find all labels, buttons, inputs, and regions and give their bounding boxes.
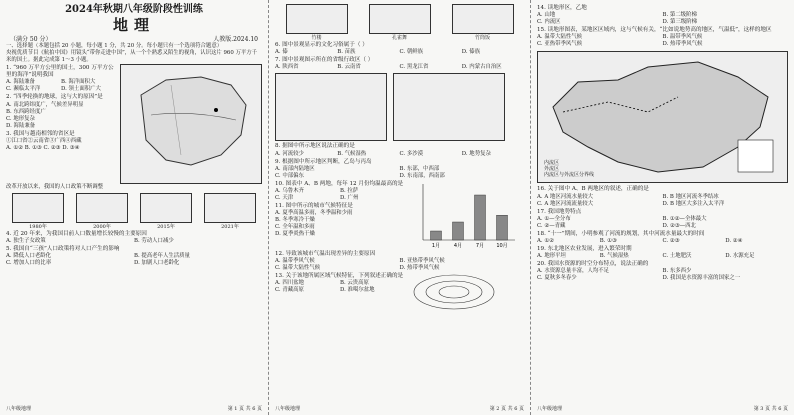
option: C. ②—青藏 [537,222,566,229]
option: A. 降低人口老龄化 [6,253,52,260]
option: B. ①③ [599,238,617,245]
option: A. 地形平坦 [537,253,566,260]
page-footer: 八年级地理 第 1 页 共 6 页 [6,406,262,412]
option: D. 领土面积广大 [61,86,101,93]
option: B. 提高老年人生活质量 [134,253,190,260]
page-1 [0,0,268,415]
question-1: 1. “960 万平方公里的国土，300 万平方公里的海洋”说明我国 [6,65,114,79]
option: D. 热带季风气候 [399,265,440,272]
option: B. 冬季寒冷干燥 [275,217,315,224]
x-tick-label: 4月 [453,242,463,249]
option: A. 独生子女政策 [6,238,46,245]
question-19: 19. 东北地区农业发展，进入繁荣时期 [537,246,632,253]
option: D. 水源充足 [725,253,755,260]
question-9: 9. 根据图中所示地区判断，乙岛与丙岛 [275,158,372,165]
option: D. ②③—西北 [662,222,696,229]
option: D. 海陆兼备 [6,122,36,129]
option: D. 我国是水资源丰富的国家之一 [662,275,741,282]
option: C. 内流区 [537,19,561,26]
photo-caption: 竹楼 [311,35,322,41]
question-14: 14. 读地形区，乙地 [537,5,587,11]
option: C. 多沙漠 [399,150,424,157]
option: C. 朝鲜族 [399,49,424,56]
option: C. 增加人口的比率 [6,260,52,267]
photo-figure [369,4,431,41]
option: B. 云南省 [337,64,361,71]
option: A. 南部内陆地区 [275,165,315,172]
option: C. 濒临太平洋 [6,86,41,93]
question-11: 11. 图中所示的城市气候特征是 [275,203,353,210]
option: A. 水资源总量丰富，人均不足 [537,268,610,275]
option: A. ①② [537,238,554,245]
option: B. B 地区河流冬季结冰 [662,193,719,200]
section-instructions: 一、选择题（本题包括 20 小题，每小题 1 分，共 20 分。每小题只有一个选项符合题意） [6,43,223,49]
contour-map [409,272,499,312]
china-drainage-map [537,51,788,183]
page-footer: 八年级地理 第 3 页 共 6 页 [537,406,788,412]
question-3: 3. 我国与越南相邻的省区是 [6,130,75,137]
precip-bar [497,215,508,240]
option: B. 劳动人口减少 [134,238,174,245]
option: A. ①—全分布 [537,215,571,222]
option: A. 海陆兼备 [6,79,35,86]
option: B. ①②—全体最大 [662,215,707,222]
option: B. 气候湿热 [599,253,629,260]
population-poster: 2021年 [204,193,256,230]
option: C. 地形复杂 [6,115,35,122]
page-footer: 八年级地理 第 2 页 共 6 页 [275,406,524,412]
question-15: 15. 读地形图表，某地区区域内，这与气候有关，“比如说地势高的地区，气温低”，这样的地区 [537,27,772,34]
x-tick-label: 10月 [496,242,508,249]
option: A. 陕西省 [275,64,299,71]
option: B. 海洋面积大 [61,79,96,86]
option: C. 夏秋多冬春少 [537,275,577,282]
option: B. 东西跨经度广 [6,108,46,115]
option: A. 四川盆地 [275,280,304,287]
option: D. 加剧人口老龄化 [134,260,180,267]
option: A. 山地 [537,12,556,19]
population-poster: 2015年 [140,193,192,230]
question-5: 5. 我国自“三孩”人口政策将对人口产生的影响 [6,246,120,253]
option: B. 东部，中西部 [399,165,440,172]
photo-figure [452,4,514,41]
precip-bar [475,195,486,240]
x-tick-label: 1月 [431,242,441,249]
version-note: 人教版.2024.10 [213,36,258,43]
photo-caption: 竹筒饭 [474,35,490,41]
population-poster: 2000年 [76,193,128,230]
population-intro: 改革开放以来，我国的人口政策不断调整 [6,184,104,190]
option: D. B 地区大多注入太平洋 [662,200,725,207]
option: C. ②③ [662,238,680,245]
subject-title: 地理 [112,16,155,34]
option: C. 亚热带季风气候 [537,41,583,48]
option: D. 傣族 [461,49,481,56]
option: D. 广州 [340,195,359,202]
option: A. 夏季高温多雨，冬季温和少雨 [275,210,353,217]
population-poster: 1980年 [12,193,64,230]
option: A. 南北跨纬度广，气候差异明显 [6,101,84,108]
question-8: 8. 据图中所示地区说法正确的是 [275,143,355,150]
question-13: 13. 关于该地所属区域气候特征，下列叙述正确的是 [275,273,404,280]
question-7: 7. 图中景观图示所在的省级行政区（ ） [275,57,374,64]
option: D. 准噶尔盆地 [340,287,375,294]
answer-choices: A. ①② B. ①③ C. ②③ D. ③④ [6,144,80,151]
island-map [393,73,505,141]
option: C. 土地肥沃 [662,253,692,260]
option: B. 温带季风气候 [662,34,703,41]
option: B. 苗族 [337,49,356,56]
page-3 [530,0,794,415]
precip-bar [431,231,442,240]
regional-map-a [275,73,387,141]
option: B. 亚热带季风气候 [399,258,445,265]
option: B. 第二级阶梯 [662,12,697,19]
question-18: 18. “十一”期间，小明参观了河流的规划，其中河流水量最大的时间 [537,230,705,237]
option: B. 东多西少 [662,268,692,275]
option: D. 夏季炎热干燥 [275,231,315,238]
option: D. 热带季风气候 [662,41,703,48]
map-legend: 内流区 外流区 内流区与外流区分界线 [544,160,595,179]
question-4: 4. 近 20 年来，为我国目前人口数量增长较慢的主要原因 [6,231,147,237]
x-tick-label: 7月 [475,242,485,249]
option: D. 第三级阶梯 [662,19,698,26]
option: D. 内蒙古自治区 [461,64,502,71]
question-6: 6. 图中景观显示的文化习俗属于（ ） [275,42,368,48]
option: D. 东南部，西南部 [399,172,445,179]
photo-caption: 孔雀舞 [391,35,407,41]
option: B. 拉萨 [340,188,359,195]
option: C. A 地区河流流量较大 [537,200,594,207]
option: A. 河流较少 [275,150,304,157]
option: A. A 地区河流水量较大 [537,193,594,200]
option: C. 中部偏东 [275,172,304,179]
question-12: 12. 导致该城市气温出现差异的主要原因 [275,250,376,257]
option: C. 黑龙江省 [399,64,429,71]
intro-text: 央视优质节目《航拍中国》用镜头“带你走进中国”，从一个个熟悉又陌生的视角，认识这片 960 万平方千米的国土。据此完成第 1～3 小题。 [6,50,258,63]
china-map-figure [120,64,262,184]
option: C. 全年温和多雨 [275,224,315,231]
page-2 [268,0,530,415]
question-20: 20. 我国水资源的时空分布特点，说法正确的 [537,261,649,268]
option: A. 傣 [275,49,288,56]
photo-figure [286,4,348,41]
option: C. 天津 [275,195,294,202]
option: A. 乌鲁木齐 [275,188,304,195]
exam-title: 2024年秋期八年级阶段性训练 [65,4,203,15]
option: C. 温带大陆性气候 [275,265,321,272]
option: D. 地势复杂 [461,150,491,157]
climate-bar-chart [409,180,519,250]
option: ①江口省②云南省③广西④西藏 [6,137,82,144]
question-17: 17. 我国地势特点 [537,208,582,215]
option: B. 气候湿热 [337,150,367,157]
question-2: 2. “四季轮换的地球，这与大的原因”是 [6,94,103,101]
option: A. 温带季风气候 [275,258,315,265]
option: D. ②④ [725,238,743,245]
question-16: 16. 关于图中 A、B 两地区的叙述，正确的是 [537,186,649,193]
option: A. 温带大陆性气候 [537,34,583,41]
precip-bar [453,222,464,240]
option: B. 云贵高原 [340,280,369,287]
china-outline-map [121,65,261,183]
question-10: 10. 图表中 A、B 两地，每年 12 月份均温最高的是 [275,180,404,187]
score-note: （满分 50 分） [10,36,52,43]
option: C. 青藏高原 [275,287,304,294]
